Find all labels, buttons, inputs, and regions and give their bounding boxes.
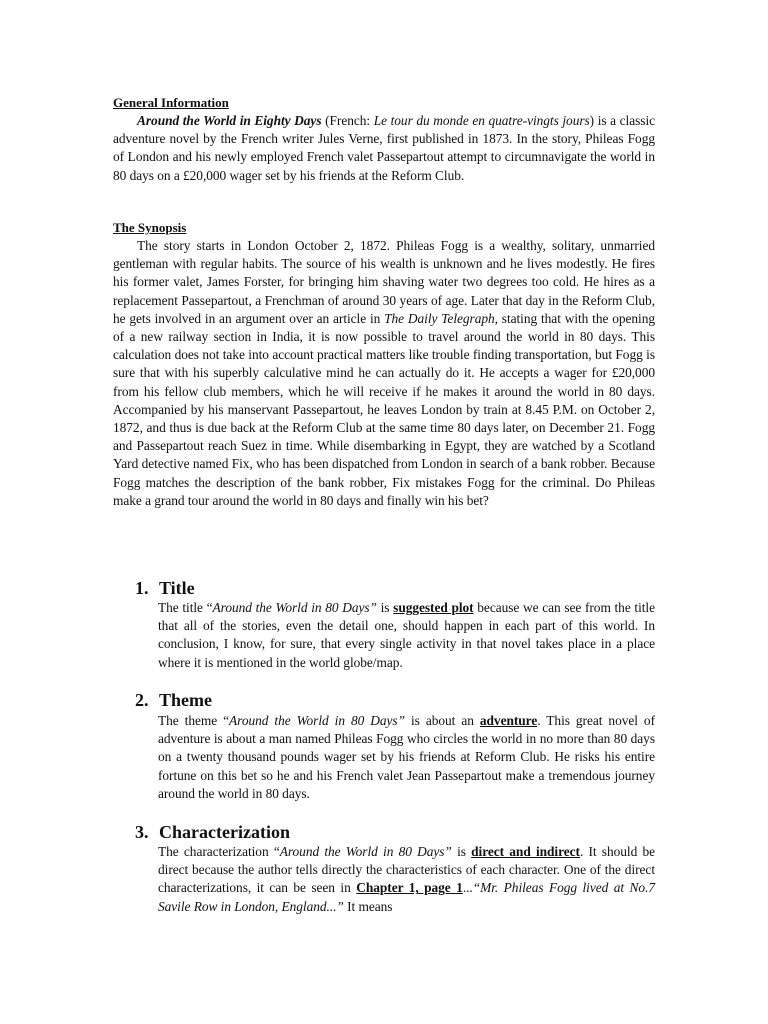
general-information-block bbox=[113, 94, 655, 185]
adventure-keyword: adventure bbox=[479, 713, 538, 728]
general-information-heading: General Information bbox=[113, 95, 229, 110]
synopsis-block bbox=[113, 219, 655, 510]
section-theme-paragraph: The theme “Around the World in 80 Days” is about an adventure. This great novel of adventure is about a man named Phileas Fogg who circles the world in no more than 80 days on a twenty thousand pounds wager set by his friends at Reform Club. He risks his entire fortune on this bet so he and his French valet Jean Passepartout make a tremendous journey around the world in 80 days. bbox=[158, 713, 655, 801]
section-theme-heading: 2. Theme bbox=[135, 690, 212, 710]
suggested-plot-keyword: suggested plot bbox=[393, 600, 474, 615]
newspaper-title: The Daily Telegraph bbox=[384, 310, 495, 326]
synopsis-paragraph: The story starts in London October 2, 1872. Phileas Fogg is a wealthy, solitary, unmarried gentleman with regular habits. The source of his wealth is unknown and he lives modestly. He fires his former valet, James Forster, for bringing him shaving water two degrees too cold. He hires as a replacement Passepartout, a Frenchman of around 30 years of age. Later that day in the Reform Club, he gets involved in an argument over an article in The Daily Telegraph, stating that with the opening of a new railway section in India, it is now possible to travel around the world in 80 days. This calculation does not take into account practical matters like trouble finding transportation, but Fogg is sure that with his superbly calculative mind he can actually do it. He accepts a wager for £20,000 from his fellow club members, which he will receive if he makes it around the world in 80 days. Accompanied by his manservant Passepartout, he leaves London by train at 8.45 P.M. on October 2, 1872, and thus is due back at the Reform Club at the same time 80 days later, on December 21. Fogg and Passepartout reach Suez in time. While disembarking in Egypt, they are watched by a Scotland Yard detective named Fix, who has been dispatched from London in search of a bank robber. Because Fogg matches the description of the bank robber, Fix mistakes Fogg for the criminal. Do Phileas make a grand tour around the world in 80 days and finally win his bet? bbox=[113, 238, 655, 508]
section-title-heading: 1. Title bbox=[135, 578, 195, 598]
synopsis-heading: The Synopsis bbox=[113, 220, 187, 235]
section-characterization-paragraph: The characterization “Around the World in 80 Days” is direct and indirect. It should be direct because the author tells directly the characteristics of each character. One of the direct characterizations, it can be seen in Chapter 1, page 1...“Mr. Phileas Fogg lived at No.7 Savile Row in London, England...” It means bbox=[158, 844, 656, 914]
general-information-paragraph: Around the World in Eighty Days (French: Le tour du monde en quatre-vingts jours) is a classic adventure novel by the French writer Jules Verne, first published in 1873. In the story, Phileas Fogg of London and his newly employed French valet Passepartout attempt to circumnavigate the world in 80 days on a £20,000 wager set by his friends at the Reform Club. bbox=[113, 113, 656, 183]
quotation: “Mr. Phileas Fogg lived at No.7 Savile Row in London, England...” bbox=[158, 880, 656, 914]
section-title-paragraph: The title “Around the World in 80 Days” is suggested plot because we can see from the title that all of the stories, even the detail one, should happen in each part of this world. In conclusion, I know, for sure, that every single activity in that novel takes place in a place where it is mentioned in the world globe/map. bbox=[158, 600, 655, 670]
direct-and-indirect-keyword: direct and indirect bbox=[471, 844, 580, 859]
novel-title: Around the World in Eighty Days bbox=[137, 113, 322, 128]
section-characterization-heading: 3. Characterization bbox=[135, 822, 290, 842]
french-title: Le tour du monde en quatre-vingts jours bbox=[373, 113, 590, 128]
chapter-reference: Chapter 1, page 1 bbox=[356, 880, 463, 896]
